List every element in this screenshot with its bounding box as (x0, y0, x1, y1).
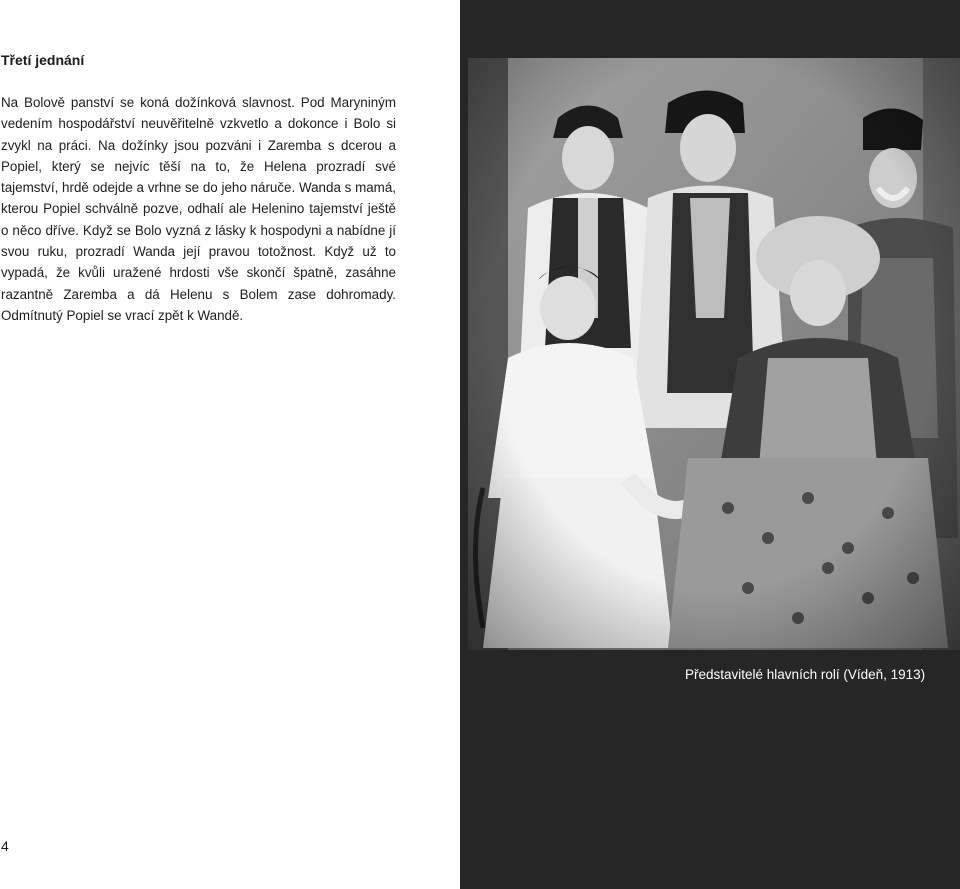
section-heading: Třetí jednání (1, 52, 85, 68)
cast-photograph (468, 58, 960, 650)
right-page (460, 0, 960, 889)
photo-illustration (468, 58, 960, 650)
left-page (0, 0, 460, 889)
photo-caption: Představitelé hlavních rolí (Vídeň, 1913) (685, 667, 926, 682)
synopsis-paragraph: Na Bolově panství se koná dožínková slavnost. Pod Maryniným vedením hospodářství neuvěřitelně vzkvetlo a dokonce i Bolo si zvykl na práci. Na dožínky jsou pozváni i Zaremba s dcerou a Popiel, který se nejvíc těší na to, že Helena prozradí své tajemství, hrdě odejde a vrhne se do jeho náruče. Wanda s mamá, kterou Popiel schválně pozve, odhalí ale Helenino tajemství ještě o něco dříve. Když se Bolo vyzná z lásky k hospodyni a nabídne jí svou ruku, prozradí Wanda její pravou totožnost. Když už to vypadá, že kvůli uražené hrdosti vše skončí špatně, zasáhne razantně Zaremba a dá Helenu s Bolem zase dohromady. Odmítnutý Popiel se vrací zpět k Wandě. (1, 95, 396, 323)
page-number: 4 (1, 838, 9, 854)
